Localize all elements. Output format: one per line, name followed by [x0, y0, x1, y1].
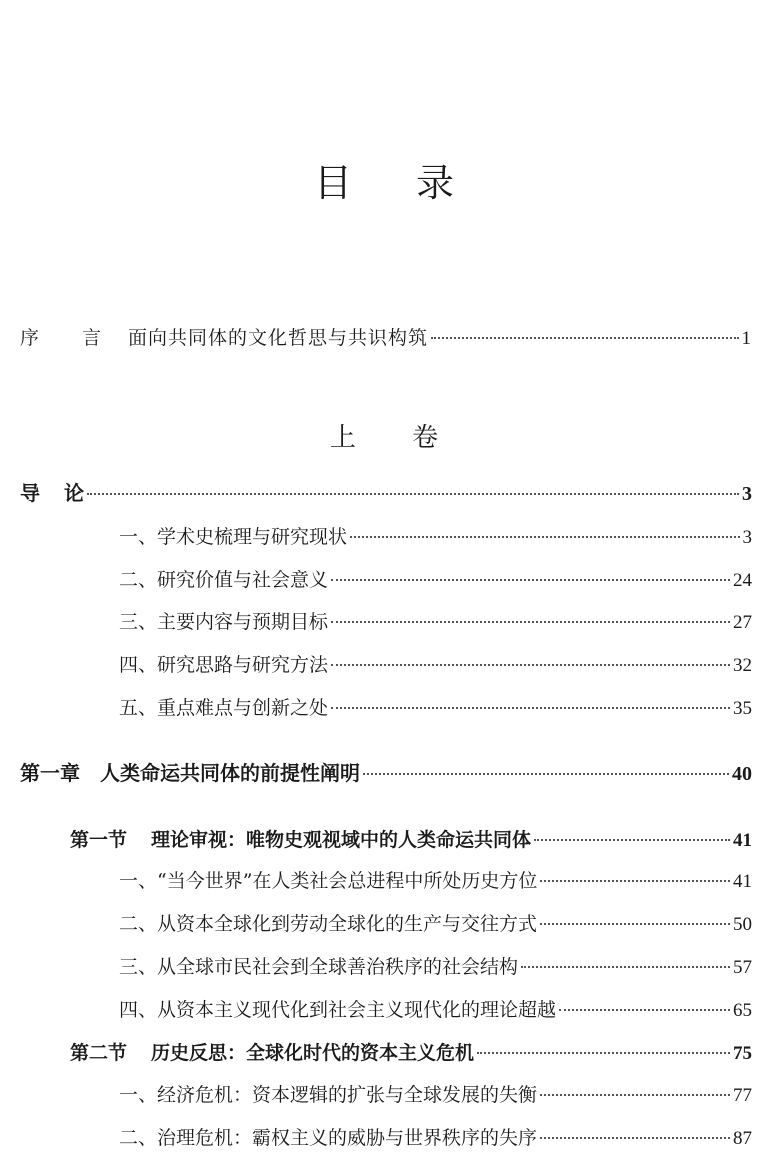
dot-leader: [521, 966, 730, 968]
dot-leader: [87, 493, 739, 495]
dot-leader: [431, 337, 738, 339]
entry-text: 二、治理危机：霸权主义的威胁与世界秩序的失序: [119, 1127, 538, 1149]
page-number: 40: [732, 763, 752, 785]
dot-leader: [331, 707, 730, 709]
toc-entry-section-item[interactable]: [119, 995, 752, 1026]
page-number: 65: [733, 1000, 752, 1021]
preface-label: 序 言 面向共同体的文化哲思与共识构筑: [20, 327, 429, 349]
section-label: 第一节 理论审视：唯物史观视域中的人类命运共同体: [70, 829, 532, 851]
chapter-label: 第一章 人类命运共同体的前提性阐明: [20, 761, 360, 785]
dot-leader: [540, 1137, 730, 1139]
volume-title: 上 卷: [329, 423, 463, 453]
dot-leader: [363, 773, 729, 775]
page-number: 35: [733, 698, 752, 719]
dot-leader: [477, 1052, 730, 1054]
page-number: 50: [733, 914, 752, 935]
entry-text: 二、研究价值与社会意义: [119, 569, 329, 591]
page-number: 24: [733, 570, 752, 591]
toc-entry-intro-item[interactable]: [119, 607, 752, 638]
toc-entry-chapter-1[interactable]: [20, 758, 752, 789]
dot-leader: [559, 1009, 730, 1011]
page-number: 3: [742, 483, 752, 505]
entry-text: 三、主要内容与预期目标: [119, 611, 329, 633]
page-number: 1: [741, 328, 752, 349]
introduction-label: 导 论: [20, 481, 84, 505]
toc-entry-section-item[interactable]: [119, 909, 752, 940]
toc-entry-intro-item[interactable]: [119, 565, 752, 596]
entry-text: 四、研究思路与研究方法: [119, 654, 329, 676]
dot-leader: [540, 880, 730, 882]
entry-text: 一、学术史梳理与研究现状: [119, 526, 348, 548]
toc-entry-intro-item[interactable]: [119, 650, 752, 681]
dot-leader: [331, 621, 730, 623]
toc-entry-section-item[interactable]: [119, 866, 752, 897]
page-number: 75: [733, 1043, 752, 1064]
entry-text: 五、重点难点与创新之处: [119, 697, 329, 719]
page-number: 57: [733, 957, 752, 978]
entry-text: 一、“当今世界”在人类社会总进程中所处历史方位: [119, 870, 538, 892]
page-number: 87: [733, 1128, 752, 1149]
toc-entry-section-item[interactable]: [119, 952, 752, 983]
dot-leader: [534, 839, 730, 841]
toc-entry-preface[interactable]: [20, 323, 752, 354]
dot-leader: [540, 923, 730, 925]
page-title: 目 录: [313, 161, 481, 205]
page-number: 41: [733, 830, 752, 851]
dot-leader: [540, 1094, 730, 1096]
toc-entry-introduction[interactable]: [20, 478, 752, 509]
entry-text: 四、从资本主义现代化到社会主义现代化的理论超越: [119, 999, 557, 1021]
dot-leader: [350, 536, 739, 538]
section-label: 第二节 历史反思：全球化时代的资本主义危机: [70, 1042, 475, 1064]
page-number: 41: [733, 871, 752, 892]
entry-text: 二、从资本全球化到劳动全球化的生产与交往方式: [119, 913, 538, 935]
dot-leader: [331, 579, 730, 581]
entry-text: 三、从全球市民社会到全球善治秩序的社会结构: [119, 956, 519, 978]
toc-entry-section-2[interactable]: [70, 1038, 752, 1069]
page-number: 27: [733, 612, 752, 633]
toc-entry-section-item[interactable]: [119, 1123, 752, 1154]
toc-entry-section-1[interactable]: [70, 825, 752, 856]
page-number: 3: [742, 527, 752, 548]
page-number: 32: [733, 655, 752, 676]
toc-entry-intro-item[interactable]: [119, 522, 752, 553]
toc-entry-section-item[interactable]: [119, 1080, 752, 1111]
entry-text: 一、经济危机：资本逻辑的扩张与全球发展的失衡: [119, 1084, 538, 1106]
toc-entry-intro-item[interactable]: [119, 693, 752, 724]
page-number: 77: [733, 1085, 752, 1106]
dot-leader: [331, 664, 730, 666]
